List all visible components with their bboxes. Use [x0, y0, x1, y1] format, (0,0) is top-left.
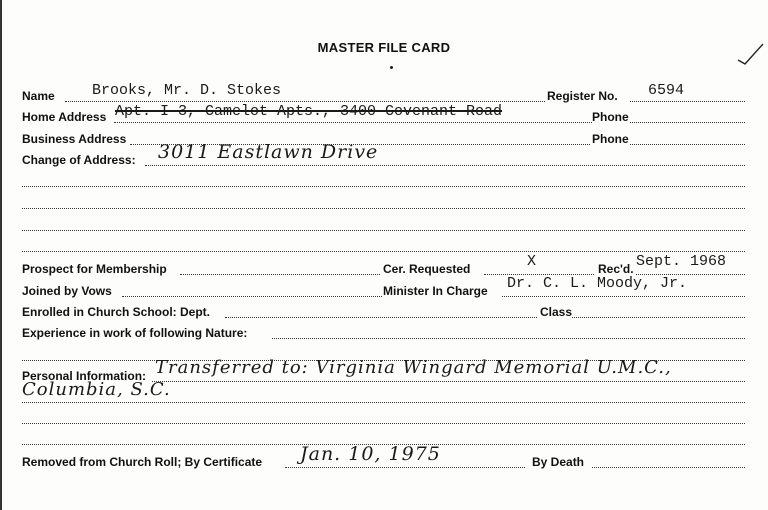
checkmark-icon	[735, 38, 765, 66]
personal-info-label: Personal Information:	[22, 369, 147, 383]
removed-line	[285, 467, 525, 468]
cer-requested-label: Cer. Requested	[383, 262, 471, 276]
blank-line	[22, 230, 745, 231]
register-value: 6594	[648, 82, 685, 99]
minister-line	[502, 296, 745, 297]
change-of-address-label: Change of Address:	[22, 153, 136, 167]
joined-by-vows-line	[122, 296, 382, 297]
register-line	[630, 101, 745, 102]
personal-info-line	[152, 381, 745, 382]
removed-certificate-value: Jan. 10, 1975	[300, 443, 441, 465]
minister-value: Dr. C. L. Moody, Jr.	[507, 275, 688, 292]
blank-line	[22, 423, 745, 424]
home-address-value: Apt. I-3, Camelot Apts., 3400 Covenant Road	[115, 103, 503, 120]
business-phone-line	[630, 144, 745, 145]
enrolled-label: Enrolled in Church School: Dept.	[22, 305, 211, 319]
class-label: Class	[540, 305, 573, 319]
cer-requested-value: X	[527, 253, 537, 270]
prospect-line	[180, 274, 380, 275]
experience-label: Experience in work of following Nature:	[22, 326, 248, 340]
recd-label: Rec'd.	[598, 262, 634, 276]
joined-by-vows-label: Joined by Vows	[22, 284, 112, 298]
name-label: Name	[22, 89, 55, 103]
business-phone-label: Phone	[592, 132, 629, 146]
home-address-label: Home Address	[22, 110, 107, 124]
blank-line	[22, 208, 745, 209]
card-edge	[0, 0, 2, 510]
home-phone-label: Phone	[592, 110, 629, 124]
recd-value: Sept. 1968	[636, 253, 727, 270]
dot-mark	[390, 66, 393, 69]
home-phone-line	[630, 122, 745, 123]
personal-info-value-line1: Transferred to: Virginia Wingard Memorial U.M.C.,	[155, 357, 672, 378]
name-line	[65, 101, 545, 102]
change-of-address-line	[145, 165, 745, 166]
prospect-label: Prospect for Membership	[22, 262, 167, 276]
card-title: MASTER FILE CARD	[317, 40, 451, 55]
business-address-label: Business Address	[22, 132, 127, 146]
by-death-line	[592, 467, 745, 468]
home-address-line	[114, 122, 592, 123]
personal-info-line-2	[22, 402, 745, 403]
minister-label: Minister In Charge	[383, 284, 488, 298]
personal-info-value-line2: Columbia, S.C.	[22, 379, 171, 400]
blank-line	[22, 186, 745, 187]
change-of-address-value: 3011 Eastlawn Drive	[158, 141, 379, 163]
register-label: Register No.	[547, 89, 618, 103]
class-line	[572, 317, 745, 318]
removed-label: Removed from Church Roll; By Certificate	[22, 455, 263, 469]
enrolled-line	[225, 317, 537, 318]
name-value: Brooks, Mr. D. Stokes	[92, 82, 282, 99]
experience-line	[272, 338, 745, 339]
blank-line	[22, 251, 745, 252]
by-death-label: By Death	[532, 455, 585, 469]
